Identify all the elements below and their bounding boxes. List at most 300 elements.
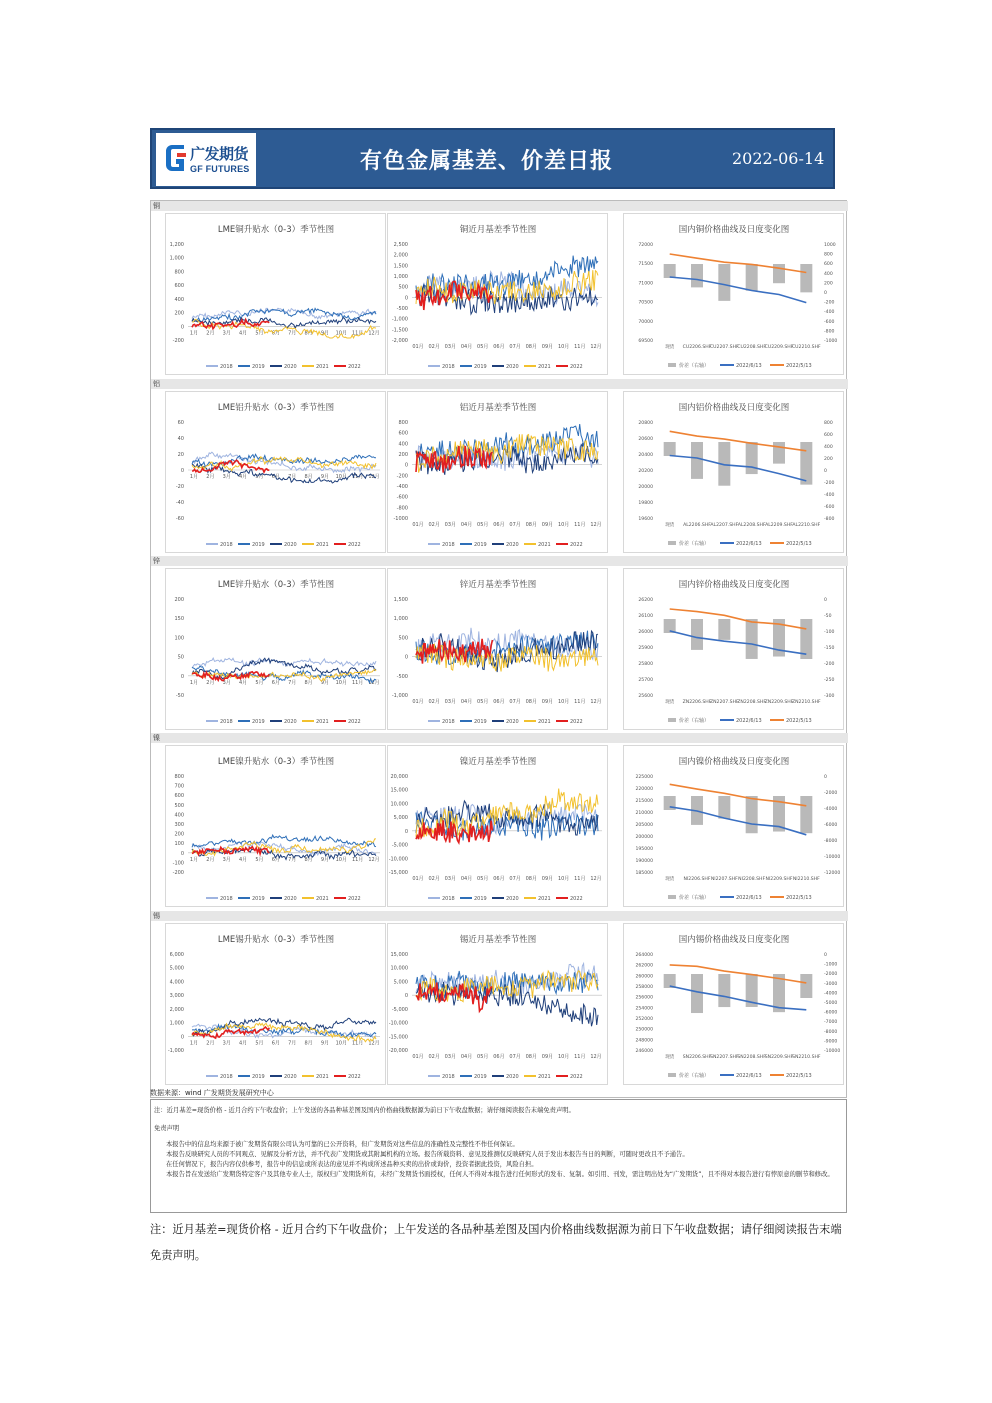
y-tick-label: 1,000 [393,274,408,280]
left-axis-tick: 215000 [635,799,653,804]
y-tick-label: 200 [398,452,408,458]
legend-label-2020: 2020 [506,542,519,548]
x-tick-label: 04月 [460,522,473,528]
disclaimer-heading: 免责声明 [154,1125,180,1132]
x-tick-label: 8月 [304,679,313,686]
y-tick-label: 600 [174,283,184,290]
legend-label-spread: 价差（右轴） [679,363,710,369]
y-tick-label: -60 [175,516,184,522]
x-contract-label: AL2210.SHF [792,523,821,528]
x-tick-label: 08月 [525,699,537,705]
y-tick-label: 0 [404,993,408,1000]
x-tick-label: 10月 [335,330,347,337]
x-tick-label: 1月 [189,856,199,863]
y-tick-label: 100 [174,635,184,642]
right-axis-tick: -4000 [824,807,838,812]
spread-bar [800,796,812,833]
right-axis-tick: -12000 [824,871,841,876]
spread-bar [746,619,758,659]
legend-label-2018: 2018 [220,1074,233,1080]
left-axis-tick: 190000 [635,859,653,864]
x-tick-label: 5月 [255,679,264,686]
right-axis-tick: -8000 [824,839,838,844]
y-tick-label: 800 [174,269,184,276]
x-tick-label: 01月 [412,699,424,705]
x-tick-label: 10月 [335,1040,347,1047]
y-tick-label: 0 [180,324,184,331]
y-tick-label: 500 [398,284,408,291]
y-tick-label: 0 [404,828,408,835]
right-axis-tick: 200 [824,281,833,287]
x-tick-label: 8月 [304,856,313,863]
y-tick-label: 2,500 [393,242,408,248]
curve-line-latest [670,631,807,654]
x-contract-label: 现货 [665,1055,675,1060]
legend-swatch-spread [668,895,676,899]
x-tick-label: 07月 [509,876,521,882]
right-axis-tick: -2000 [824,972,838,978]
y-tick-label: 1,200 [169,242,184,248]
left-axis-tick: 26100 [638,614,653,619]
x-tick-label: 4月 [238,856,248,863]
x-contract-label: CU2207.SHF [709,345,739,350]
x-tick-label: 1月 [189,1040,199,1047]
x-tick-label: 5月 [255,856,264,863]
x-contract-label: AL2209.SHF [765,523,793,528]
left-axis-tick: 70500 [638,300,653,306]
x-tick-label: 12月 [590,344,602,350]
x-tick-label: 06月 [493,522,505,528]
data-source: 数据来源：wind 广发期货发展研究中心 [150,1089,274,1097]
y-tick-label: 15,000 [390,787,408,794]
y-tick-label: 40 [177,436,184,442]
right-axis-tick: -400 [824,493,835,498]
right-axis-tick: -7000 [824,1020,838,1026]
y-tick-label: -400 [396,484,408,490]
x-contract-label: ZN2207.SHF [709,700,739,705]
legend-swatch-spread [668,363,676,367]
x-tick-label: 04月 [460,699,473,705]
basis-chart-panel [387,568,608,730]
x-tick-label: 5月 [255,1040,264,1047]
legend-label-2021: 2021 [538,364,551,370]
x-contract-label: SN2208.SHF [737,1055,766,1060]
section-label: 锌 [151,556,848,566]
x-tick-label: 12月 [590,1054,602,1060]
legend-label-2018: 2018 [442,542,455,548]
series-line-2020 [416,285,598,314]
spread-bar [800,974,812,998]
x-tick-label: 9月 [320,474,330,480]
x-tick-label: 2月 [206,1040,215,1047]
legend-label-2020: 2020 [506,896,519,902]
legend-label-2021: 2021 [316,1074,329,1080]
left-axis-tick: 26000 [638,630,653,635]
logo-text-en: GF FUTURES [190,164,250,174]
legend-label-2019: 2019 [474,364,487,370]
basis-chart-title: 铜近月基差季节性图 [459,225,537,235]
legend-label-2019: 2019 [474,896,487,902]
left-axis-tick: 264000 [635,953,653,958]
right-axis-tick: 600 [824,433,833,438]
x-tick-label: 7月 [288,679,297,686]
left-axis-tick: 225000 [635,775,653,780]
x-tick-label: 4月 [238,679,248,686]
left-axis-tick: 20600 [638,437,653,442]
legend-label-2020: 2020 [506,1074,519,1080]
y-tick-label: 400 [398,441,408,448]
x-contract-label: 现货 [665,700,675,705]
x-tick-label: 11月 [574,1054,586,1060]
y-tick-label: -500 [396,306,408,312]
x-contract-label: NI2208.SHF [738,877,766,882]
y-tick-label: 500 [174,802,184,809]
x-tick-label: 12月 [368,330,380,337]
right-axis-tick: -200 [824,300,835,306]
legend-label-2022: 2022 [570,1074,583,1080]
x-tick-label: 11月 [574,344,586,350]
lme-chart-panel [165,568,386,730]
x-tick-label: 11月 [351,1040,364,1047]
right-axis-tick: 0 [824,469,827,474]
y-tick-label: 0 [180,1034,184,1041]
curve-chart-title: 国内铜价格曲线及日度变化图 [678,225,790,235]
report-header [150,128,835,189]
legend-label-2019: 2019 [252,719,265,725]
x-tick-label: 02月 [428,344,440,350]
legend-label-2018: 2018 [442,896,455,902]
x-tick-label: 12月 [368,679,380,686]
x-tick-label: 11月 [351,679,364,686]
y-tick-label: -10,000 [388,856,408,863]
x-tick-label: 10月 [335,474,347,480]
y-tick-label: 2,000 [393,252,408,259]
y-tick-label: 200 [174,310,184,317]
x-tick-label: 09月 [541,876,554,882]
x-tick-label: 12月 [368,474,380,480]
x-tick-label: 07月 [509,1054,521,1060]
x-contract-label: 现货 [665,345,675,350]
company-logo [156,133,256,186]
curve-chart-panel [623,745,844,907]
legend-label-2022: 2022 [570,719,583,725]
y-tick-label: 5,000 [169,965,184,972]
y-tick-label: 300 [174,822,184,828]
y-tick-label: -50 [175,693,184,699]
right-axis-tick: 0 [824,775,827,780]
basis-chart-panel [387,391,608,553]
left-axis-tick: 26200 [638,598,653,603]
left-axis-tick: 258000 [635,985,653,990]
spread-bar [664,619,676,633]
right-axis-tick: -1000 [824,339,838,344]
x-tick-label: 12月 [590,522,602,528]
spread-bar [718,264,730,301]
x-tick-label: 02月 [428,699,440,705]
x-contract-label: AL2208.SHF [737,523,766,528]
x-tick-label: 10月 [557,1054,570,1060]
x-tick-label: 09月 [541,522,554,528]
curve-line-latest [670,986,807,1010]
left-axis-tick: 71500 [638,262,653,268]
y-tick-label: -200 [396,473,408,480]
disclaimer-p1: 本报告中的信息均来源于被广发期货有限公司认为可靠的已公开资料，但广发期货对这些信息的准确性及完整性不作任何保证。 [166,1141,519,1148]
y-tick-label: 0 [404,462,408,469]
legend-swatch-spread [668,718,676,722]
x-tick-label: 06月 [493,1054,505,1060]
x-tick-label: 02月 [428,1054,440,1060]
y-tick-label: -200 [172,870,184,876]
x-tick-label: 03月 [444,1054,457,1060]
x-tick-label: 3月 [222,679,231,686]
x-tick-label: 08月 [525,344,537,350]
x-contract-label: ZN2208.SHF [737,700,767,705]
spread-bar [773,442,785,464]
legend-label-2022: 2022 [570,896,583,902]
y-tick-label: 1,000 [169,255,184,262]
x-contract-label: AL2207.SHF [710,523,739,528]
lme-chart-panel [165,213,386,375]
legend-swatch-spread [668,541,676,545]
y-tick-label: 600 [398,430,408,437]
right-axis-tick: -600 [824,319,835,325]
x-tick-label: 09月 [541,1054,554,1060]
legend-label-2019: 2019 [474,1074,487,1080]
y-tick-label: 1,500 [393,597,408,603]
y-tick-label: 0 [404,295,408,302]
y-tick-label: -10,000 [388,1020,408,1027]
right-axis-tick: -10000 [824,855,841,860]
legend-label-2019: 2019 [252,896,265,902]
x-tick-label: 09月 [541,699,554,705]
x-tick-label: 10月 [557,522,570,528]
legend-label-spread: 价差（右轴） [679,895,710,901]
section-label: 铝 [151,379,848,389]
x-tick-label: 07月 [509,699,521,705]
x-contract-label: AL2206.SHF [683,523,711,528]
legend-label-2022: 2022 [348,896,361,902]
curve-line-month-ago [670,431,807,451]
spread-bar [664,442,676,456]
legend-label-2021: 2021 [316,719,329,725]
y-tick-label: 60 [177,420,184,426]
left-axis-tick: 256000 [635,995,653,1001]
disclaimer-box [150,1099,847,1213]
x-tick-label: 06月 [493,344,505,350]
y-tick-label: 0 [404,654,408,661]
spread-bar [718,796,730,819]
left-axis-tick: 262000 [635,963,653,969]
x-tick-label: 05月 [477,1054,489,1060]
x-contract-label: CU2210.SHF [791,345,821,350]
curve-chart-title: 国内锡价格曲线及日度变化图 [678,935,790,945]
legend-label-month-ago: 2022/5/13 [786,541,812,547]
left-axis-tick: 260000 [635,974,653,980]
left-axis-tick: 210000 [635,811,653,816]
spread-bar [664,974,676,988]
x-contract-label: ZN2209.SHF [764,700,794,705]
x-tick-label: 8月 [304,474,313,480]
x-tick-label: 5月 [255,474,264,480]
x-tick-label: 04月 [460,876,473,882]
legend-label-latest: 2022/6/13 [736,718,762,724]
curve-line-latest [670,456,807,481]
x-tick-label: 02月 [428,876,440,882]
x-tick-label: 1月 [189,679,199,686]
legend-label-2020: 2020 [284,364,297,370]
legend-label-spread: 价差（右轴） [679,541,710,547]
x-contract-label: CU2206.SHF [682,345,712,350]
x-tick-label: 12月 [590,699,602,705]
right-axis-tick: -50 [824,614,832,619]
x-contract-label: NI2207.SHF [710,877,738,882]
spread-bar [691,442,703,479]
y-tick-label: 15,000 [390,952,408,958]
spread-bar [746,264,758,291]
legend-label-2020: 2020 [284,896,297,902]
x-contract-label: NI2210.SHF [792,877,820,882]
report-date: 2022-06-14 [732,149,825,168]
curve-chart-title: 国内锌价格曲线及日度变化图 [678,580,790,590]
x-tick-label: 9月 [320,1040,330,1047]
legend-label-latest: 2022/6/13 [736,1073,762,1079]
right-axis-tick: -6000 [824,1010,838,1016]
y-tick-label: -5,000 [391,1006,408,1013]
left-axis-tick: 220000 [635,787,653,792]
spread-bar [691,619,703,650]
x-tick-label: 2月 [206,474,215,480]
legend-label-2020: 2020 [506,364,519,370]
x-tick-label: 6月 [271,1040,280,1047]
right-axis-tick: -4000 [824,991,838,997]
basis-chart-title: 锌近月基差季节性图 [459,580,537,590]
x-tick-label: 07月 [509,522,521,528]
y-tick-label: -1,000 [167,1048,184,1054]
y-tick-label: 5,000 [393,979,408,986]
section-label: 锡 [151,911,848,921]
basis-chart-title: 铝近月基差季节性图 [459,403,537,413]
y-tick-label: 6,000 [169,952,184,958]
y-tick-label: 600 [174,793,184,800]
y-tick-label: 1,000 [169,1020,184,1027]
legend-label-2022: 2022 [570,542,583,548]
legend-label-month-ago: 2022/5/13 [786,718,812,724]
x-tick-label: 12月 [368,856,380,863]
y-tick-label: 800 [174,774,184,780]
x-tick-label: 7月 [288,1040,297,1047]
legend-label-2021: 2021 [538,719,551,725]
lme-chart-panel [165,923,386,1085]
x-tick-label: 9月 [320,330,330,337]
lme-chart-title: LME铝升贴水（0-3）季节性图 [217,403,335,413]
x-tick-label: 11月 [574,876,586,882]
lme-chart-title: LME锌升贴水（0-3）季节性图 [217,580,335,590]
y-tick-label: 200 [174,597,184,603]
x-tick-label: 3月 [222,1040,231,1047]
x-tick-label: 6月 [271,474,280,480]
y-tick-label: 400 [174,812,184,819]
x-tick-label: 3月 [222,856,231,863]
legend-label-spread: 价差（右轴） [679,1073,710,1079]
series-line-2018 [192,658,376,668]
y-tick-label: 50 [177,654,184,661]
x-contract-label: SN2207.SHF [710,1055,739,1060]
series-line-2021 [416,270,598,304]
disclaimer-note: 注：近月基差=现货价格 - 近月合约下午收盘价；上午发送的各品种基差图及国内价格曲线数据源为前日下午收盘数据；请仔细阅读报告末端免责声明。 [154,1107,575,1114]
left-axis-tick: 254000 [635,1006,653,1012]
legend-label-latest: 2022/6/13 [736,895,762,901]
left-axis-tick: 72000 [638,243,653,248]
x-tick-label: 9月 [320,856,330,863]
legend-label-2021: 2021 [316,896,329,902]
x-tick-label: 08月 [525,522,537,528]
legend-label-2020: 2020 [284,719,297,725]
x-tick-label: 10月 [335,679,347,686]
left-axis-tick: 19800 [638,501,653,506]
left-axis-tick: 25900 [638,646,653,651]
x-contract-label: 现货 [665,523,675,528]
right-axis-tick: -2000 [824,791,838,796]
x-tick-label: 2月 [206,856,215,863]
curve-line-month-ago [670,254,807,273]
spread-bar [718,619,730,640]
left-axis-tick: 25800 [638,662,653,667]
y-tick-label: 3,000 [169,993,184,1000]
right-axis-tick: 800 [824,421,833,426]
right-axis-tick: 400 [824,445,833,450]
left-axis-tick: 205000 [635,823,653,828]
x-contract-label: SN2206.SHF [682,1055,712,1060]
y-tick-label: -20 [175,484,184,490]
right-axis-tick: 800 [824,252,833,258]
lme-chart-title: LME锡升贴水（0-3）季节性图 [217,935,335,945]
x-tick-label: 01月 [412,876,424,882]
x-tick-label: 7月 [288,856,297,863]
x-tick-label: 6月 [271,679,280,686]
x-tick-label: 01月 [412,344,424,350]
x-tick-label: 05月 [477,876,489,882]
right-axis-tick: -400 [824,310,835,316]
x-tick-label: 04月 [460,344,473,350]
y-tick-label: -100 [172,860,184,867]
spread-bar [800,264,812,292]
basis-chart-panel [387,745,608,907]
right-axis-tick: -5000 [824,1001,838,1006]
x-tick-label: 3月 [222,330,231,337]
left-axis-tick: 70000 [638,319,653,325]
curve-chart-panel [623,568,844,730]
x-contract-label: SN2209.SHF [764,1055,794,1060]
logo-text-cn: 广发期货 [190,145,249,163]
curve-chart-title: 国内镍价格曲线及日度变化图 [678,757,790,767]
y-tick-label: -200 [172,338,184,344]
spread-bar [691,264,703,287]
legend-label-2018: 2018 [220,542,233,548]
series-line-2019 [192,835,376,847]
legend-label-2022: 2022 [348,364,361,370]
right-axis-tick: -800 [824,517,835,522]
lme-chart-panel [165,745,386,907]
left-axis-tick: 25700 [638,678,653,683]
x-tick-label: 6月 [271,330,280,337]
y-tick-label: 20 [177,452,184,458]
lme-chart-panel [165,391,386,553]
x-tick-label: 03月 [444,522,457,528]
left-axis-tick: 19600 [638,517,653,522]
left-axis-tick: 200000 [635,835,653,840]
x-tick-label: 7月 [288,330,297,337]
legend-label-2018: 2018 [220,719,233,725]
